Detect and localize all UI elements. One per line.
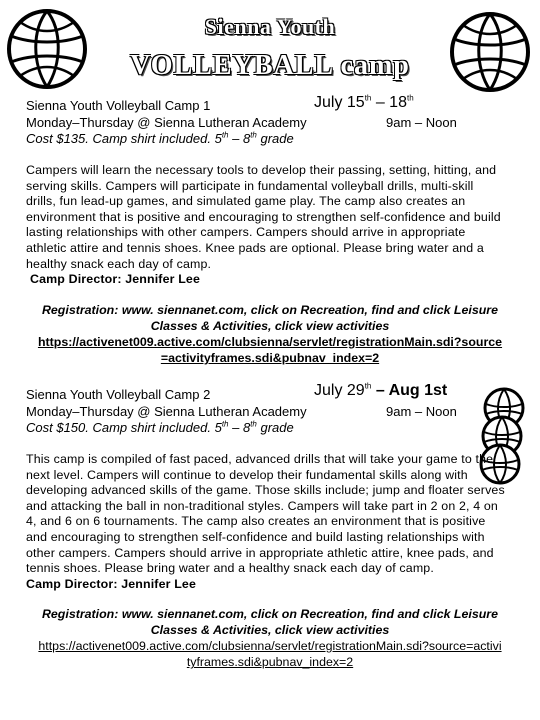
camp2-dates: July 29th – Aug 1st [314,381,448,399]
camp1-registration: Registration: www. siennanet.com, click on Recreation, find and click Leisure Classes & Activities, click view activities [41,303,499,334]
camp2-cost: Cost $150. Camp shirt included. 5th – 8th grade [26,419,294,435]
camp2-registration: Registration: www. siennanet.com, click on Recreation, find and click Leisure Classes & Activities, click view activities [41,607,499,638]
camp2-name: Sienna Youth Volleyball Camp 2 [26,387,211,402]
camp2-description: This camp is compiled of fast paced, advanced drills that will take your game to the next level. Campers will continue to develop their fundamental skills along with developing advanced skills of the game. Those skills include; jump and floater serves and attacking the ball in non-traditional styles. Campers will take part in 2 on 2, 4 on 4, and 6 on 6 tournaments. The camp also creates an environment that is positive and encouraging to strengthen self-confidence and build lasting relationships with other campers. Campers should arrive in appropriate athletic attire, knee pads, and tennis shoes. Please bring water and a healthy snack each day of camp. Camp Director: Jennifer Lee [26,452,526,592]
camp1-time: 9am – Noon [386,115,457,130]
camp2-director: Camp Director: Jennifer Lee [26,576,196,591]
camp2-time: 9am – Noon [386,404,457,419]
camp1-director: Camp Director: Jennifer Lee [30,272,200,287]
camp1-schedule: Monday–Thursday @ Sienna Lutheran Academy [26,115,307,130]
camp1-description: Campers will learn the necessary tools to develop their passing, setting, hitting, and serving skills. Campers will participate in fundamental volleyball drills, multi-skill drills, fun lead-up games, and simulated game play. The camp also creates an environment that is positive and encouraging to strengthen self-confidence and build lasting relationships with other campers. Campers should arrive in appropriate athletic attire and tennis shoes. Knee pads are optional. Please bring water and a healthy snack each day of camp. Camp Director: Jennifer Lee [26,163,526,288]
camp1-dates: July 15th – 18th [314,93,414,111]
camp1-registration-link[interactable]: https://activenet009.active.com/clubsienna/servlet/registrationMain.sdi?source =activityframes.sdi&pubnav_index=2 [37,335,503,366]
camp2-schedule: Monday–Thursday @ Sienna Lutheran Academy [26,404,307,419]
camp1-name: Sienna Youth Volleyball Camp 1 [26,98,211,113]
camp2-registration-link[interactable]: https://activenet009.active.com/clubsienna/servlet/registrationMain.sdi?source=activi tyframes.sdi&pubnav_index=2 [38,639,502,670]
title-line2: VOLLEYBALL camp [130,50,410,81]
camp1-cost: Cost $135. Camp shirt included. 5th – 8th grade [26,130,294,146]
title-line1: Sienna Youth [204,14,336,39]
